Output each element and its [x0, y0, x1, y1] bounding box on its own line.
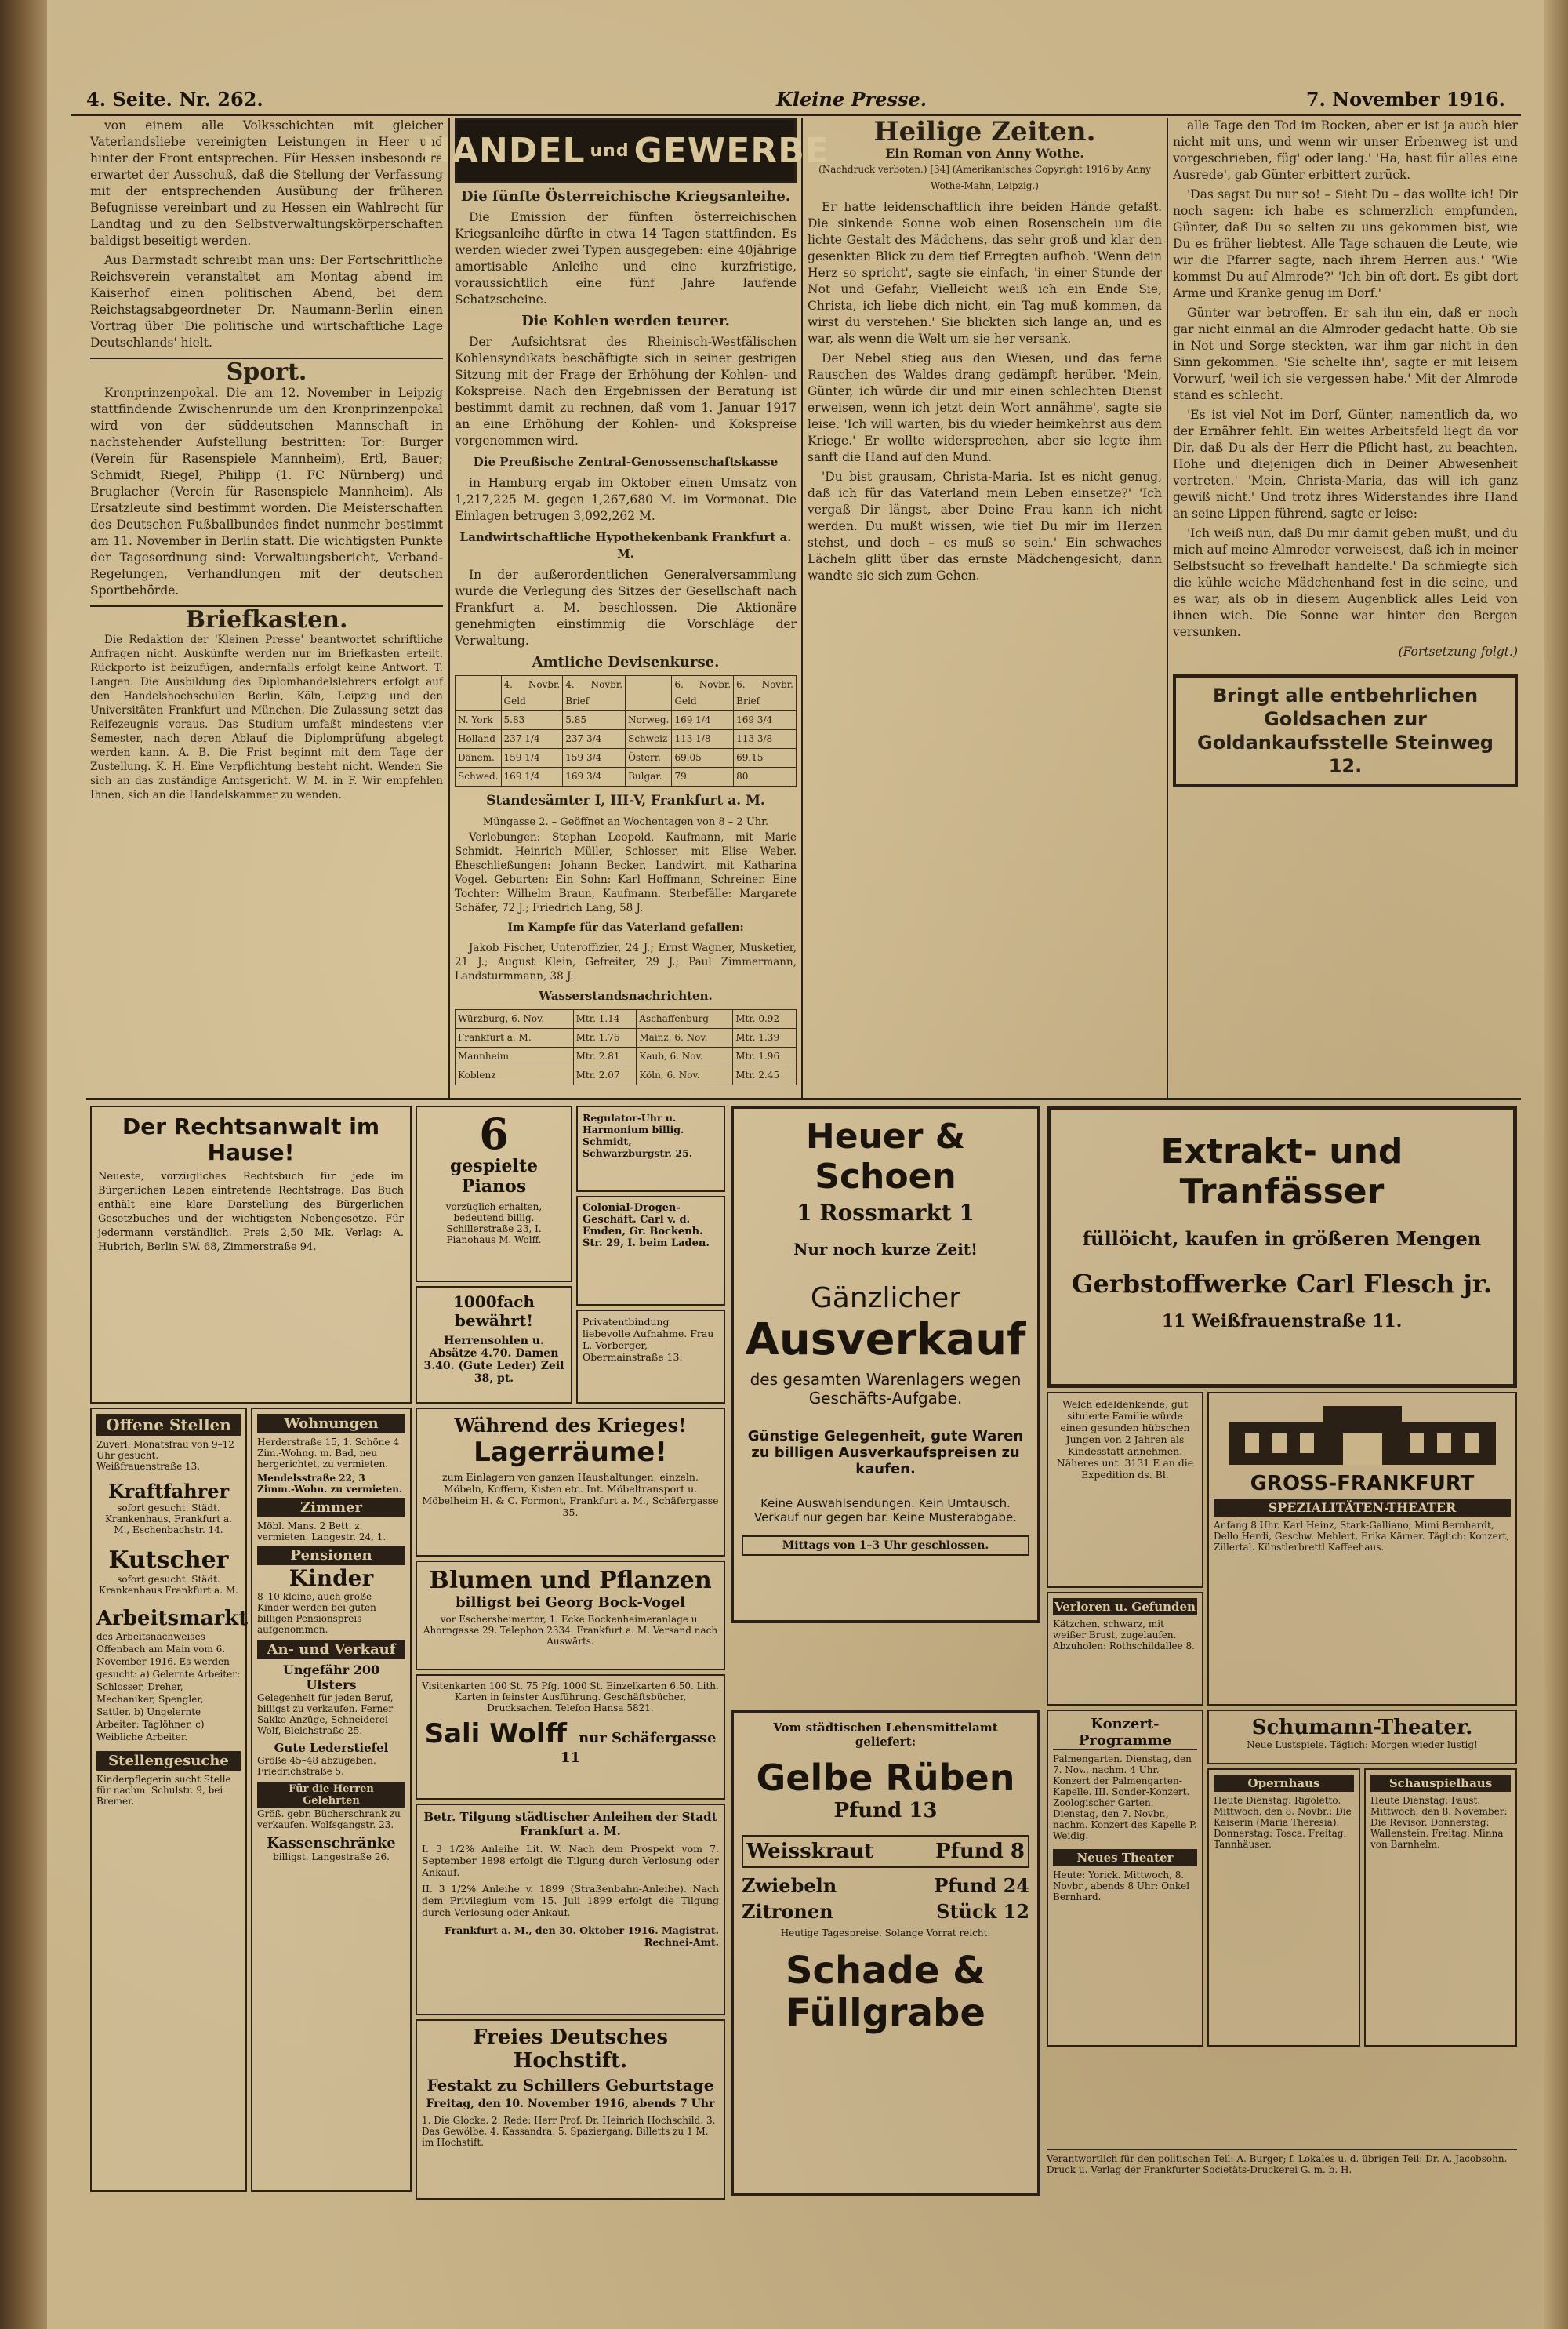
ad-text: Größ. gebr. Bücherschrank zu verkaufen. Wolfsgangstr. 23.	[257, 1808, 401, 1830]
theater-building-illustration	[1214, 1398, 1512, 1469]
continuation-note: (Fortsetzung folgt.)	[1398, 645, 1518, 659]
article-heading: Die Kohlen werden teurer.	[521, 313, 730, 329]
ad-text: Visitenkarten 100 St. 75 Pfg. 1000 St. Einzelkarten 6.50. Lith. Karten in feinster Ausführung. Geschäftsbücher, Drucksachen. Telefon Hansa 5821.	[422, 1680, 719, 1713]
table-row: Koblenz Mtr. 2.07 Köln, 6. Nov. Mtr. 2.45	[456, 1066, 797, 1085]
classified-column-right	[251, 1408, 412, 2192]
ad-text: Kätzchen, schwarz, mit weißer Brust, zugelaufen. Abzuholen: Rothschildallee 8.	[1053, 1619, 1195, 1651]
briefkasten-heading: Briefkasten.	[90, 605, 443, 628]
schauspielhaus-program	[1364, 1768, 1517, 2047]
opernhaus-heading: Opernhaus	[1214, 1775, 1354, 1792]
ad-heading: billigst bei Georg Bock-Vogel	[456, 1594, 685, 1611]
novel-copyright: (Nachdruck verboten.) [34] (Amerikanisches Copyright 1916 by Anny Wothe-Mahn, Leipzig.)	[818, 164, 1151, 191]
article-heading: Landwirtschaftliche Hypothekenbank Frankfurt a. M.	[459, 530, 792, 561]
ad-subheading: Gänzlicher	[810, 1282, 961, 1314]
gefallen-heading: Im Kampfe für das Vaterland gefallen:	[507, 921, 744, 934]
column-1	[90, 118, 443, 1098]
ad-text: Herderstraße 15, 1. Schöne 4 Zim.-Wohng. m. Bad, neu hergerichtet, zu vermieten.	[257, 1437, 399, 1470]
offene-stellen-heading: Offene Stellen	[96, 1414, 241, 1436]
ad-heading: Gute Lederstiefel	[274, 1741, 389, 1755]
colonial-ad	[576, 1196, 725, 1306]
handel-gewerbe-logo: HANDEL und GEWERBE	[455, 118, 797, 183]
ad-text: des Arbeitsnachweises Offenbach am Main vom 6. November 1916. Es werden gesucht: a) Gelernte Arbeiter: Schlosser, Dreher, Mechaniker, Spengler, Sattler. b) Ungelernte Arbeiter: Taglöhner. c) Weibliche Arbeiter.	[96, 1631, 241, 1742]
table-row: N. York 5.83 5.85 Norweg. 169 1/4 169 3/4	[456, 711, 797, 730]
section-rule	[86, 1098, 1521, 1100]
imprint: Verantwortlich für den politischen Teil: A. Burger; f. Lokales u. d. übrigen Teil: Dr. A. Jacobsohn. Druck u. Verlag der Frankfurter Societäts-Druckerei G. m. b. H.	[1047, 2149, 1517, 2192]
harmonium-ad	[576, 1106, 725, 1192]
stellengesuche-heading: Stellengesuche	[96, 1751, 241, 1771]
ad-text: Anfang 8 Uhr. Karl Heinz, Stark-Galliano, Mimi Bernhardt, Dello Herdi, Geschw. Mehlert, Erika Kärner. Täglich: Konzert, Zillertal. Künstlerbrettl Kaffeehaus.	[1214, 1520, 1510, 1553]
ad-address: nur Schäfergasse 11	[560, 1730, 717, 1766]
ad-text: Keine Auswahlsendungen. Kein Umtausch. Verkauf nur gegen bar. Keine Musterabgabe.	[754, 1496, 1017, 1524]
briefkasten-text: Die Redaktion der 'Kleinen Presse' beantwortet schriftliche Anfragen nicht. Auskünfte werden nur im Briefkasten erteilt. Rückporto ist beizufügen, andernfalls erfolgt keine Antwort. T. Langen. Die Ausbildung des Diplomhandelslehrers erfolgt auf den Handelshochschulen Berlin, Köln, Leipzig und den Universitäten Frankfurt und München. Die Zulassung setzt das Reifezeugnis voraus. Das Studium umfaßt mindestens vier Semester, nach deren Ablauf die Diplomprüfung abgelegt werden kann. A. B. Die Frist beginnt mit dem Tage der Zustellung. K. H. Eine Verpflichtung besteht nicht. Wenden Sie sich an das zuständige Amtsgericht. W. M. in F. Wir empfehlen Ihnen, sich an die Handelskammer zu wenden.	[90, 634, 443, 801]
ad-text: Heute Dienstag: Faust. Mittwoch, den 8. November: Die Revisor. Donnerstag: Wallenstein. Freitag: Minna von Barnhelm.	[1370, 1795, 1508, 1850]
novel-paragraph: 'Es ist viel Not im Dorf, Günter, namentlich da, wo der Ernährer fehlt. Ein weites Arbeitsfeld liegt da vor Dir, daß Du als der Herr die Pflicht hast, zu beachten, Hohe und diejenigen dich in Deiner Abwesenheit vertreten.' 'Mein, Christa-Maria, das will ich ganz gewiß nicht.' Und trotz ihres Widerstandes ihre Hand an seine Lippen führend, sagte er leise:	[1173, 408, 1518, 521]
ad-signature: Frankfurt a. M., den 30. Oktober 1916. Magistrat. Rechnei-Amt.	[444, 1924, 719, 1948]
ad-heading: Lagerräume!	[474, 1437, 667, 1468]
ad-address: 11 Weißfrauenstraße 11.	[1161, 1311, 1403, 1332]
ad-text: Neue Lustspiele. Täglich: Morgen wieder lustig!	[1247, 1739, 1478, 1750]
ad-text: vorzüglich erhalten, bedeutend billig. Schillerstraße 23, I. Pianohaus M. Wolff.	[445, 1201, 543, 1245]
product-price: Stück 12	[936, 1900, 1029, 1923]
article-paragraph: Der Aufsichtsrat des Rheinisch-Westfälischen Kohlensyndikats beschäftigte sich in seiner gestrigen Sitzung mit der Frage der Erhöhung der Kohlen- und Kokspreise. Nach den Ergebnissen der Beratung ist bestimmt damit zu rechnen, daß vom 1. Januar 1917 an eine Erhöhung der Kohlen- und Kokspreise vorgenommen wird.	[455, 335, 797, 448]
ad-text: 8–10 kleine, auch große Kinder werden bei guten billigen Pensionspreis aufgenommen.	[257, 1591, 376, 1635]
page-edge	[1544, 0, 1568, 2329]
product-name: Zitronen	[742, 1900, 833, 1923]
ad-text: zum Einlagern von ganzen Haushaltungen, einzeln. Möbeln, Koffern, Kisten etc. Int. Möbeltransport u. Möbelheim H. & C. Formont, Frankfurt a. M., Schäfergasse 35.	[422, 1471, 719, 1518]
header-date: 7. November 1916.	[1305, 88, 1505, 111]
blumen-ad	[416, 1561, 725, 1670]
column-3	[808, 118, 1162, 1098]
ad-text: 1. Die Glocke. 2. Rede: Herr Prof. Dr. Heinrich Hochschild. 3. Das Gewölbe. 4. Kassandra. 5. Spaziergang. Billetts zu 1 M. im Hochstift.	[422, 2115, 716, 2148]
ad-text: des gesamten Warenlagers wegen Geschäfts-Aufgabe.	[750, 1370, 1022, 1408]
column-rule	[801, 118, 803, 1098]
devisen-heading: Amtliche Devisenkurse.	[532, 654, 720, 670]
ad-text: Regulator-Uhr u. Harmonium billig. Schmidt, Schwarzburgstr. 25.	[583, 1112, 693, 1159]
ad-heading: Gelbe Rüben	[756, 1757, 1015, 1799]
page-header	[71, 85, 1521, 116]
column-2	[422, 118, 829, 1098]
novel-paragraph: 'Du bist grausam, Christa-Maria. Ist es nicht genug, daß ich für das Vaterland mein Leben einsetze?' 'Ich vergaß Dir längst, aber Deine Frau kann ich nicht werden. Du mußt wissen, wie tief Du mir im Herzen stehst, und doch – es muß so sein.' Ein schwaches Lächeln glitt über das ernste Mädchengesicht, dann wandte sie sich zum Gehen.	[808, 470, 1162, 583]
ad-text: Gelegenheit für jeden Beruf, billigst zu verkaufen. Ferner Sakko-Anzüge, Schneiderei Wolf, Bleichstraße 25.	[257, 1692, 394, 1736]
ad-text: Heute Dienstag: Rigoletto. Mittwoch, den 8. Novbr.: Die Kaiserin (Maria Theresia). Donnerstag: Tosca. Freitag: Tannhäuser.	[1214, 1795, 1352, 1850]
article-paragraph: in Hamburg ergab im Oktober einen Umsatz von 1,217,225 M. gegen 1,267,680 M. im Vormonat. Die Einlagen betrugen 3,092,262 M.	[455, 476, 797, 523]
wohnungen-heading: Wohnungen	[257, 1414, 405, 1433]
column-4	[1173, 118, 1518, 1098]
gefallen-text: Jakob Fischer, Unteroffizier, 24 J.; Ernst Wagner, Musketier, 21 J.; August Klein, Gefreiter, 29 J.; Paul Zimmermann, Landsturmmann, 38 J.	[455, 942, 797, 983]
pianos-ad	[416, 1106, 572, 1282]
standesamt-hours: Müngasse 2. – Geöffnet an Wochentagen von 8 – 2 Uhr.	[482, 816, 769, 828]
bewaehrt-ad	[416, 1286, 572, 1404]
ad-text: Größe 45–48 abzugeben. Friedrichstraße 5.	[257, 1755, 376, 1777]
ad-heading: Arbeitsmarkt	[96, 1607, 249, 1630]
konzert-programme	[1047, 1710, 1203, 2047]
ad-heading: Betr. Tilgung städtischer Anleihen der Stadt Frankfurt a. M.	[423, 1810, 717, 1838]
opernhaus-program	[1207, 1768, 1360, 2047]
standesamt-text: Verlobungen: Stephan Leopold, Kaufmann, mit Marie Schmidt. Heinrich Müller, Schlosser, mit Elise Weber. Eheschließungen: Johann Becker, Landwirt, mit Katharina Vogel. Geburten: Ein Sohn: Karl Hoffmann, Schreiner. Eine Tochter: Wilhelm Braun, Kaufmann. Sterbefälle: Margarete Schäfer, 72 J.; Friedrich Lang, 58 J.	[455, 831, 797, 914]
sali-wolff-ad	[416, 1674, 725, 1800]
wasserstand-table	[455, 1009, 797, 1085]
ad-heading: Blumen und Pflanzen	[429, 1567, 712, 1594]
table-row: Schwed. 169 1/4 169 3/4 Bulgar. 79 80	[456, 768, 797, 787]
ad-text: Günstige Gelegenheit, gute Waren zu billigen Ausverkaufspreisen zu kaufen.	[747, 1428, 1024, 1477]
ad-heading: Kassenschränke	[267, 1835, 396, 1851]
ad-text: Colonial-Drogen-Geschäft. Carl v. d. Emden, Gr. Bockenh. Str. 29, I. beim Laden.	[583, 1202, 710, 1249]
ad-text: sofort gesucht. Städt. Krankenhaus, Frankfurt a. M., Eschenbachstr. 14.	[105, 1502, 232, 1535]
ad-heading: GROSS-FRANKFURT	[1250, 1472, 1475, 1495]
product-price: Pfund 24	[934, 1874, 1029, 1897]
header-newspaper-name: Kleine Presse.	[776, 88, 927, 111]
table-row: Würzburg, 6. Nov. Mtr. 1.14 Aschaffenburg Mtr. 0.92	[456, 1010, 797, 1029]
ad-text: billigst. Langestraße 26.	[273, 1851, 390, 1862]
ad-text: Privatentbindung liebevolle Aufnahme. Frau L. Vorberger, Obermainstraße 13.	[583, 1316, 714, 1363]
novel-paragraph: 'Ich weiß nun, daß Du mir damit geben mußt, und du mich auf meine Almroder verweisest, daß ich in meiner Selbstsucht so frevelhaft handelte.' Da schmiegte sich die kühle weiche Mädchenhand fest in die seine, und es war, als ob in diesem Augenblick alles Leid von ihnen wich. Die Sonne war hinter den Bergen versunken.	[1173, 526, 1518, 639]
gelbe-rueben-ad	[731, 1710, 1040, 2196]
ad-text: Herrensohlen u. Absätze 4.70. Damen 3.40. (Gute Leder) Zeil 38, pt.	[423, 1335, 564, 1385]
ad-text: Welch edeldenkende, gut situierte Familie würde einen gesunden hübschen Jungen von 2 Jahren als Kindesstatt annehmen. Näheres unt. 3131 E an die Expedition ds. Bl.	[1056, 1398, 1194, 1481]
ad-subheading: Vom städtischen Lebensmittelamt geliefert:	[773, 1720, 998, 1749]
ad-heading: Schumann-Theater.	[1251, 1716, 1473, 1739]
ad-heading: Für die Herren Gelehrten	[257, 1782, 405, 1808]
column-rule	[1167, 118, 1168, 1098]
article-paragraph: Aus Darmstadt schreibt man uns: Der Fortschrittliche Reichsverein veranstaltet am Montag abend im Kaiserhof einen politischen Abend, bei dem Reichstagsabgeordneter Dr. Naumann-Berlin einen Vortrag über 'Die politische und wirtschaftliche Lage Deutschlands' hielt.	[90, 253, 443, 350]
ad-heading: 1000fach bewährt!	[453, 1292, 535, 1330]
article-paragraph: In der außerordentlichen Generalversammlung wurde die Verlegung des Sitzes der Gesellschaft nach Frankfurt a. M. beschlossen. Die Aktionäre genehmigten einstimmig die Vorschläge der Verwaltung.	[455, 568, 797, 648]
column-rule	[448, 118, 450, 1098]
product-name: Weisskraut	[746, 1840, 874, 1863]
zimmer-heading: Zimmer	[257, 1498, 405, 1517]
ad-date: Freitag, den 10. November 1916, abends 7 Uhr	[426, 2098, 715, 2110]
ad-footnote: Mittags von 1–3 Uhr geschlossen.	[742, 1535, 1029, 1556]
table-row: Frankfurt a. M. Mtr. 1.76 Mainz, 6. Nov. Mtr. 1.39	[456, 1029, 797, 1048]
ad-subheading: füllöicht, kaufen in größeren Mengen	[1082, 1227, 1482, 1250]
ad-subheading: Nur noch kurze Zeit!	[793, 1240, 978, 1259]
ad-text: Palmengarten. Dienstag, den 7. Nov., nachm. 4 Uhr. Konzert der Palmengarten-Kapelle. III. Sonder-Konzert. Zoologischer Garten. Dienstag, den 7. Novbr., nachm. Konzert des Kapelle P. Weidig.	[1053, 1753, 1197, 1841]
gross-frankfurt-ad	[1207, 1392, 1517, 1706]
article-heading: Die Preußische Zentral-Genossenschaftskasse	[473, 455, 779, 469]
hochstift-ad	[416, 2019, 725, 2200]
ad-heading: Kraftfahrer	[107, 1480, 230, 1502]
ad-price: Pfund 13	[833, 1799, 938, 1822]
novel-paragraph: 'Das sagst Du nur so! – Sieht Du – das wollte ich! Dir noch sagen: ich habe es schmerzlich empfunden, Günter, daß Du so selten zu uns gekommen bist, wie Du es früher liebtest. Alle Tage schauen die Leute, wie wir die Pfarrer sagte, nach ihrem Herren aus.' 'Wie kommst Du auf Almrode?' 'Ich bin oft dort. Es gibt dort Arme und Kranke genug im Dorf.'	[1173, 187, 1518, 300]
ad-heading: Heuer & Schoen	[805, 1117, 966, 1197]
sport-text: Kronprinzenpokal. Die am 12. November in Leipzig stattfindende Zwischenrunde um den Kronprinzenpokal wird von der süddeutschen Mannschaft in nachstehender Aufstellung bestritten: Tor: Burger (Verein für Rasenspiele Mannheim), Ertl, Bauer; Schmidt, Riegel, Philipp (1. FC Nürnberg) und Bruglacher (Verein für Rasenspiele Mannheim). Als Ersatzleute sind bestimmt worden. Die Meisterschaften des Deutschen Fußballbundes findet nunmehr bestimmt am 11. November in Berlin statt. Die wichtigsten Punkte der Tagesordnung sind: Verwaltungsbericht, Verband-Regelungen, Verhandlungen mit der deutschen Sportbehörde.	[90, 386, 443, 598]
ad-text: I. 3 1/2% Anleihe Lit. W. Nach dem Prospekt vom 7. September 1898 erfolgt die Tilgung durch Verlosung oder Ankauf.	[422, 1843, 719, 1878]
an-verkauf-heading: An- und Verkauf	[257, 1640, 405, 1659]
schumann-theater-ad	[1207, 1710, 1517, 1764]
article-heading: Die fünfte Österreichische Kriegsanleihe.	[460, 188, 791, 205]
ad-text: Mendelsstraße 22, 3 Zimm.-Wohn. zu vermieten.	[257, 1473, 403, 1495]
ad-heading: gespielte Pianos	[449, 1156, 539, 1197]
konzert-heading: Konzert-Programme	[1053, 1716, 1197, 1750]
ad-heading: Während des Krieges!	[454, 1414, 687, 1437]
article-paragraph: Die Emission der fünften österreichischen Kriegsanleihe dürfte in etwa 14 Tagen stattfinden. Es werden wieder zwei Typen ausgegeben: eine 40jährige amortisable Anleihe und eine kurzfristige, voraussichtlich eine fünf Jahre laufende Schatzscheine.	[455, 210, 797, 307]
novel-title: Heilige Zeiten.	[873, 116, 1096, 147]
ad-subheading: SPEZIALITÄTEN-THEATER	[1214, 1499, 1511, 1517]
sport-heading: Sport.	[90, 358, 443, 380]
ad-number: 6	[479, 1109, 509, 1159]
ad-text: Möbl. Mans. 2 Bett. z. vermieten. Langestr. 24, 1.	[257, 1521, 387, 1542]
ad-heading: Kinder	[289, 1565, 374, 1591]
ad-text: Kinderpflegerin sucht Stelle für nachm. Schulstr. 9, bei Bremer.	[96, 1774, 231, 1807]
verloren-heading: Verloren u. Gefunden	[1053, 1598, 1197, 1615]
article-paragraph: von einem alle Volksschichten mit gleicher Vaterlandsliebe vereinigten Leistungen in Heer und hinter der Front entsprechen. Für Hessen insbesondere erwartet der Ausschuß, daß die Stellung der Verfassung mit der entsprechenden Ausübung der früheren Befugnisse vereinbart und zu Hessen ein Wahlrecht für Landtag und zu den Selbstverwaltungskörperschaften baldigst beseitigt werden.	[90, 118, 443, 248]
novel-paragraph: Günter war betroffen. Er sah ihn ein, daß er noch gar nicht einmal an die Almroder gedacht hatte. Ob sie in Not und Sorge steckten, war ihm gar nicht in den Sinn gekommen. 'Sie schelte ihn', sagte er mit leisem Vorwurf, 'weil ich sie vergessen habe.' Mit der Almrode stand es schlecht.	[1173, 306, 1518, 402]
standesamt-heading: Standesämter I, III-V, Frankfurt a. M.	[486, 793, 765, 808]
table-row: Dänem. 159 1/4 159 3/4 Österr. 69.05 69.15	[456, 749, 797, 768]
ad-heading: Festakt zu Schillers Geburtstage	[426, 2076, 714, 2095]
novel-paragraph: alle Tage den Tod im Rocken, aber er ist ja auch hier nicht mit uns, und wenn wir unser Erbenweg ist und vorgeschrieben, füg' oder lang.' 'Ha, hast für alles eine Ausrede', gab Günter erbittert zurück.	[1173, 118, 1518, 182]
ad-text: Neueste, vorzügliches Rechtsbuch für jede im Bürgerlichen Leben eintretende Rechtsfrage. Das Buch enthält eine klare Darstellung des Bürgerlichen Gesetzbuches und der wichtigsten Nebengesetze. Für jedermann verständlich. Preis 2,50 Mk. Verlag: A. Hubrich, Berlin SW. 68, Zimmerstraße 94.	[98, 1171, 404, 1253]
classified-column-left	[90, 1408, 247, 2192]
ad-heading: Kutscher	[108, 1546, 229, 1574]
wasserstand-heading: Wasserstandsnachrichten.	[539, 989, 713, 1003]
book-binding	[0, 0, 47, 2329]
ad-text: sofort gesucht. Städt. Krankenhaus Frankfurt a. M.	[99, 1574, 238, 1596]
ad-heading: Der Rechtsanwalt im Hause!	[122, 1114, 379, 1165]
ad-firm-name: Gerbstoffwerke Carl Flesch jr.	[1072, 1269, 1492, 1299]
product-name: Zwiebeln	[742, 1874, 837, 1897]
ad-heading: Sali Wolff	[424, 1718, 568, 1749]
novel-paragraph: Er hatte leidenschaftlich ihre beiden Hände gefaßt. Die sinkende Sonne wob einen Rosenschein um die lichte Gestalt des Mädchens, das sehr groß und klar den gesenkten Blick zu dem tief Erregten aufhob. 'Wenn dein Herz so spricht', sagte sie einfach, 'in einer Stunde der Not und Gefahr, Vielleicht weiß ich ein Ende Sie, Christa, ich liebe dich nicht, ein Tag muß kommen, da wirst du verstehen.' Sie blickten sich lange an, und es war, als wenn die Welt um sie her versank.	[808, 200, 1162, 346]
ad-note: Heutige Tagespreise. Solange Vorrat reicht.	[780, 1928, 991, 1938]
rechtsanwalt-ad	[90, 1106, 412, 1404]
product-price: Pfund 8	[935, 1840, 1025, 1863]
ad-heading: Ungefähr 200 Ulsters	[282, 1662, 380, 1692]
ad-text: Zuverl. Monatsfrau von 9–12 Uhr gesucht. Weißfrauenstraße 13.	[96, 1439, 234, 1472]
tilgung-notice	[416, 1804, 725, 2015]
kindesstatt-ad	[1047, 1392, 1203, 1588]
ad-firm-name: Schade & Füllgrabe	[785, 1949, 986, 2035]
extrakt-tranfaesser-ad	[1047, 1106, 1517, 1388]
lagerraeume-ad	[416, 1408, 725, 1557]
ad-text: vor Eschersheimertor, 1. Ecke Bockenheimeranlage u. Ahorngasse 29. Telephon 2334. Frankfurt a. M. Versand nach Auswärts.	[423, 1614, 718, 1647]
privat-ad	[576, 1310, 725, 1404]
pensionen-heading: Pensionen	[257, 1546, 405, 1565]
ad-text: II. 3 1/2% Anleihe v. 1899 (Straßenbahn-Anleihe). Nach dem Privilegium vom 15. Juli 1899 erfolgt die Tilgung durch Verlosung oder Ankauf.	[422, 1883, 719, 1918]
devisen-table	[455, 675, 797, 787]
verloren-ad	[1047, 1592, 1203, 1706]
ad-text: Heute: Yorick. Mittwoch, 8. Novbr., abends 8 Uhr: Onkel Bernhard.	[1053, 1869, 1190, 1902]
ad-heading: Extrakt- und Tranfässer	[1160, 1132, 1403, 1212]
novel-paragraph: Der Nebel stieg aus den Wiesen, und das ferne Rauschen des Waldes drang gedämpft herüber. 'Mein, Günter, ich würde dir und mir einen schlechten Dienst erweisen, wenn ich jetzt dein Wort annähme', sagte sie leise. 'Ich will warten, bis du wieder heimkehrst aus dem Kriege.' Er wollte widersprechen, aber sie legte ihm sanft die Hand auf den Mund.	[808, 351, 1162, 464]
table-row: Mannheim Mtr. 2.81 Kaub, 6. Nov. Mtr. 1.96	[456, 1048, 797, 1066]
novel-subtitle: Ein Roman von Anny Wothe.	[885, 146, 1084, 161]
ad-main: Ausverkauf	[745, 1314, 1026, 1365]
ad-address: 1 Rossmarkt 1	[797, 1200, 975, 1226]
schauspielhaus-heading: Schauspielhaus	[1370, 1775, 1511, 1792]
neues-theater-heading: Neues Theater	[1053, 1849, 1197, 1866]
table-row: 4. Novbr. Geld 4. Novbr. Brief 6. Novbr. Geld 6. Novbr. Brief	[456, 676, 797, 711]
gold-ad: Bringt alle entbehrlichen Goldsachen zur Goldankaufsstelle Steinweg 12.	[1173, 674, 1518, 787]
table-row: Holland 237 1/4 237 3/4 Schweiz 113 1/8 113 3/8	[456, 730, 797, 749]
ad-heading: Freies Deutsches Hochstift.	[473, 2026, 668, 2073]
header-page-number: 4. Seite. Nr. 262.	[86, 88, 263, 111]
heuer-schoen-ad	[731, 1106, 1040, 1623]
